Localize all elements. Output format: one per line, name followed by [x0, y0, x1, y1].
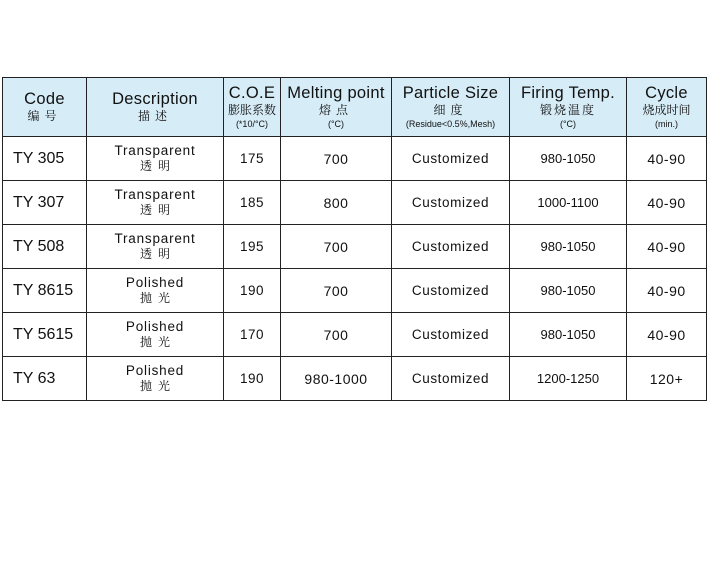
header-melting-note: (°C)	[327, 119, 345, 129]
firing-temp-cell: 1000-1100	[510, 181, 627, 225]
description-cn: 抛光	[139, 379, 176, 393]
description-cell	[87, 181, 224, 225]
melting-point-cell: 700	[281, 313, 392, 357]
header-coe-note: (*10/°C)	[235, 119, 269, 129]
firing-temp-cell: 980-1050	[510, 269, 627, 313]
description-cn: 透明	[139, 247, 176, 261]
header-cycle	[627, 78, 707, 137]
table-row	[3, 225, 707, 269]
header-description	[87, 78, 224, 137]
particle-size-cell: Customized	[392, 269, 510, 313]
cycle-cell: 40-90	[627, 137, 707, 181]
particle-size-cell: Customized	[392, 313, 510, 357]
header-firing-note: (°C)	[559, 119, 577, 129]
header-description-en: Description	[112, 90, 198, 108]
description-cell	[87, 313, 224, 357]
table-row	[3, 313, 707, 357]
description-en: Polished	[125, 363, 185, 378]
description-cn: 抛光	[139, 291, 176, 305]
coe-cell: 190	[224, 269, 281, 313]
code-cell: TY 5615	[3, 313, 87, 357]
particle-size-cell: Customized	[392, 357, 510, 401]
header-melting-en: Melting point	[287, 84, 385, 102]
header-cycle-en: Cycle	[645, 84, 688, 102]
description-cell	[87, 137, 224, 181]
code-cell: TY 307	[3, 181, 87, 225]
header-coe-en: C.O.E	[228, 84, 276, 102]
description-cell	[87, 225, 224, 269]
description-cn: 透明	[139, 203, 176, 217]
cycle-cell: 40-90	[627, 313, 707, 357]
header-particle-en: Particle Size	[402, 84, 499, 102]
melting-point-cell: 700	[281, 137, 392, 181]
header-particle-note: (Residue<0.5%,Mesh)	[405, 119, 496, 129]
description-cell	[87, 269, 224, 313]
header-coe	[224, 78, 281, 137]
header-particle	[392, 78, 510, 137]
description-en: Polished	[125, 275, 185, 290]
header-code-cn: 编号	[27, 109, 62, 123]
cycle-cell: 40-90	[627, 181, 707, 225]
header-firing-cn: 锻烧温度	[539, 103, 596, 117]
firing-temp-cell: 980-1050	[510, 137, 627, 181]
coe-cell: 190	[224, 357, 281, 401]
firing-temp-cell: 980-1050	[510, 313, 627, 357]
header-melting-cn: 熔点	[318, 103, 353, 117]
description-en: Transparent	[114, 187, 196, 202]
firing-temp-cell: 1200-1250	[510, 357, 627, 401]
header-firing	[510, 78, 627, 137]
description-en: Transparent	[114, 143, 196, 158]
table-row	[3, 181, 707, 225]
code-cell: TY 508	[3, 225, 87, 269]
spec-table	[2, 77, 707, 401]
header-firing-en: Firing Temp.	[520, 84, 616, 102]
description-en: Transparent	[114, 231, 196, 246]
cycle-cell: 40-90	[627, 225, 707, 269]
header-coe-cn: 膨胀系数	[227, 103, 276, 117]
table-row	[3, 269, 707, 313]
melting-point-cell: 700	[281, 269, 392, 313]
header-code	[3, 78, 87, 137]
particle-size-cell: Customized	[392, 181, 510, 225]
cycle-cell: 120+	[627, 357, 707, 401]
header-cycle-note: (min.)	[655, 119, 678, 129]
header-particle-cn: 细度	[433, 103, 468, 117]
header-description-cn: 描述	[137, 109, 172, 123]
coe-cell: 195	[224, 225, 281, 269]
melting-point-cell: 800	[281, 181, 392, 225]
code-cell: TY 8615	[3, 269, 87, 313]
description-cn: 透明	[139, 159, 176, 173]
cycle-cell: 40-90	[627, 269, 707, 313]
coe-cell: 185	[224, 181, 281, 225]
coe-cell: 175	[224, 137, 281, 181]
firing-temp-cell: 980-1050	[510, 225, 627, 269]
code-cell: TY 63	[3, 357, 87, 401]
table-header-row	[3, 78, 707, 137]
coe-cell: 170	[224, 313, 281, 357]
description-cell	[87, 357, 224, 401]
melting-point-cell: 980-1000	[281, 357, 392, 401]
particle-size-cell: Customized	[392, 137, 510, 181]
code-cell: TY 305	[3, 137, 87, 181]
header-code-en: Code	[24, 90, 65, 108]
header-cycle-cn: 烧成时间	[642, 103, 691, 117]
header-melting	[281, 78, 392, 137]
description-cn: 抛光	[139, 335, 176, 349]
melting-point-cell: 700	[281, 225, 392, 269]
table-row	[3, 137, 707, 181]
particle-size-cell: Customized	[392, 225, 510, 269]
table-row	[3, 357, 707, 401]
description-en: Polished	[125, 319, 185, 334]
